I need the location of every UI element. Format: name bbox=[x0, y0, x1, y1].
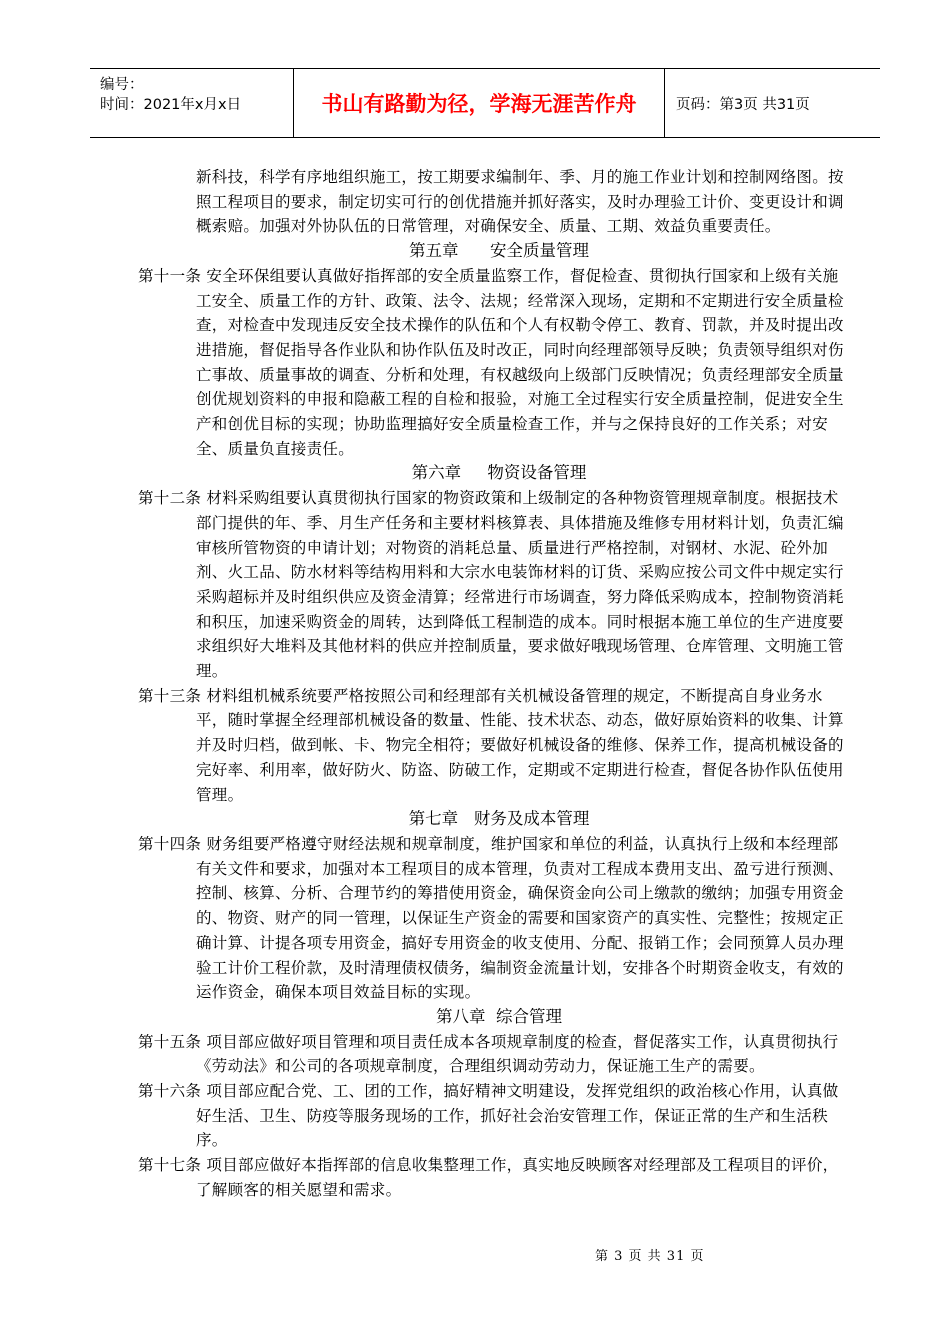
document-number-label: 编号： bbox=[100, 77, 144, 93]
chapter-heading-8: 第八章 综合管理 bbox=[436, 1006, 562, 1026]
header-motto: 书山有路勤为径，学海无涯苦作舟 bbox=[294, 69, 665, 137]
paragraph-continuation: 新科技，科学有序地组织施工，按工期要求编制年、季、月的施工作业计划和控制网络图。按照工程项目的要求，制定切实可行的创优措施并抓好落实，及时办理验工计价、变更设计和调概索赔。加强对外协队伍的日常管理，对确保安全、质量、工期、效益负重要责任。 bbox=[196, 168, 844, 236]
article-17: 第十七条 项目部应做好本指挥部的信息收集整理工作，真实地反映顾客对经理部及工程项目的评价，了解顾客的相关愿望和需求。 bbox=[138, 1156, 839, 1199]
article-15: 第十五条 项目部应做好项目管理和项目责任成本各项规章制度的检查，督促落实工作，认真贯彻执行《劳动法》和公司的各项规章制度，合理组织调动劳动力，保证施工生产的需要。 bbox=[138, 1032, 839, 1076]
document-body bbox=[138, 165, 850, 1203]
article-16: 第十六条 项目部应配合党、工、团的工作，搞好精神文明建设，发挥党组织的政治核心作用，认真做好生活、卫生、防疫等服务现场的工作，抓好社会治安管理工作，保证正常的生产和生活秩序。 bbox=[138, 1082, 839, 1150]
article-12: 第十二条 材料采购组要认真贯彻执行国家的物资政策和上级制定的各种物资管理规章制度。根据技术部门提供的年、季、月生产任务和主要材料核算表、具体措施及维修专用材料计划，负责汇编审核所管物资的申请计划；对物资的消耗总量、质量进行严格控制，对钢材、水泥、砼外加剂、火工品、防水材料等结构用料和大宗水电装饰材料的订货、采购应按公司文件中规定实行采购超标并及时组织供应及资金清算；经常进行市场调查，努力降低采购成本，控制物资消耗和积压，加速采购资金的周转，达到降低工程制造的成本。同时根据本施工单位的生产进度要求组织好大堆料及其他材料的供应并控制质量，要求做好哦现场管理、仓库管理、文明施工管理。 bbox=[138, 489, 844, 681]
header-info-cell bbox=[90, 69, 294, 137]
article-14: 第十四条 财务组要严格遵守财经法规和规章制度，维护国家和单位的利益，认真执行上级和本经理部有关文件和要求，加强对本工程项目的成本管理，负责对工程成本费用支出、盈亏进行预测、控制、核算、分析、合理节约的筹措使用资金，确保资金向公司上缴款的缴纳；加强专用资金的、物资、财产的同一管理，以保证生产资金的需要和国家资产的真实性、完整性；按规定正确计算、计提各项专用资金，搞好专用资金的收支使用、分配、报销工作；会同预算人员办理验工计价工程价款，及时清理债权债务，编制资金流量计划，安排各个时期资金收支，有效的运作资金，确保本项目效益目标的实现。 bbox=[138, 834, 844, 1002]
header-page-number: 页码：第3页 共31页 bbox=[676, 96, 810, 113]
chapter-heading-7: 第七章 财务及成本管理 bbox=[408, 809, 590, 829]
chapter-heading-5: 第五章 安全质量管理 bbox=[409, 241, 589, 261]
page-header bbox=[90, 68, 880, 138]
chapter-heading-6: 第六章 物资设备管理 bbox=[411, 463, 587, 483]
article-13: 第十三条 材料组机械系统要严格按照公司和经理部有关机械设备管理的规定，不断提高自身业务水平，随时掌握全经理部机械设备的数量、性能、技术状态、动态，做好原始资料的收集、计算并及时归档，做到帐、卡、物完全相符；要做好机械设备的维修、保养工作，提高机械设备的完好率、利用率，做好防火、防盗、防破工作，定期或不定期进行检查，督促各协作队伍使用管理。 bbox=[138, 686, 844, 804]
article-11: 第十一条 安全环保组要认真做好指挥部的安全质量监察工作，督促检查、贯彻执行国家和上级有关施工安全、质量工作的方针、政策、法令、法规；经常深入现场，定期和不定期进行安全质量检查，对检查中发现违反安全技术操作的队伍和个人有权勒令停工、教育、罚款，并及时提出改进措施，督促指导各作业队和协作队伍及时改正，同时向经理部领导反映；负责领导组织对伤亡事故、质量事故的调查、分析和处理，有权越级向上级部门反映情况；负责经理部安全质量创优规划资料的申报和隐蔽工程的自检和报验，对施工全过程实行安全质量控制，促进安全生产和创优目标的实现；协助监理搞好安全质量检查工作，并与之保持良好的工作关系；对安全、质量负直接责任。 bbox=[138, 266, 844, 458]
document-time-label: 时间：2021年x月x日 bbox=[100, 97, 242, 113]
page-footer: 第 3 页 共 31 页 bbox=[595, 1249, 705, 1264]
